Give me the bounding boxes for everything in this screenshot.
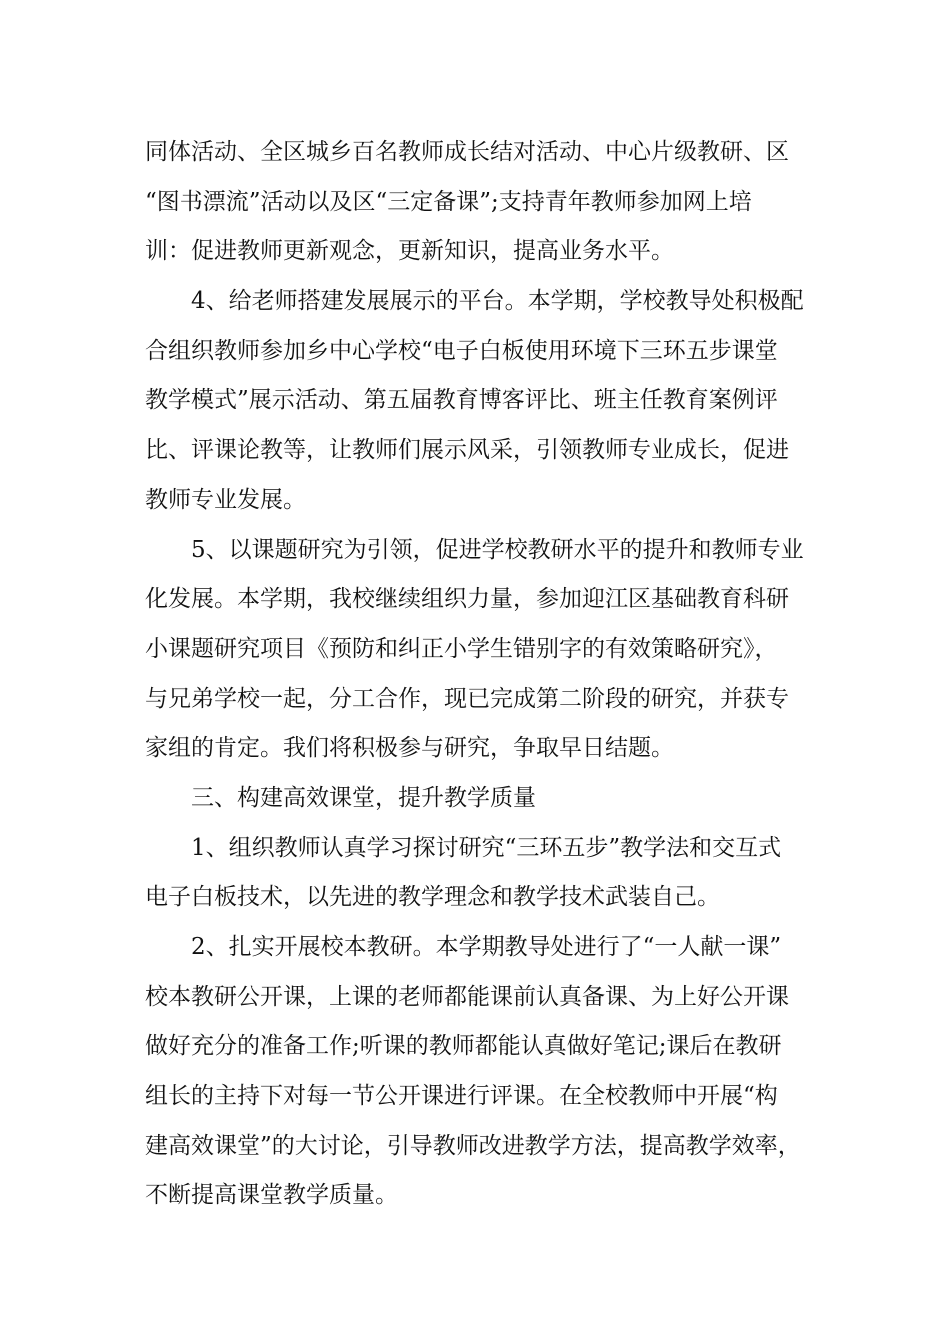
text-line: 家组的肯定。我们将积极参与研究，争取早日结题。 bbox=[145, 735, 674, 762]
text-line: 做好充分的准备工作;听课的教师都能认真做好笔记;课后在教研 bbox=[145, 1033, 782, 1060]
text-line: 4、给老师搭建发展展示的平台。本学期，学校教导处积极配 bbox=[191, 288, 804, 315]
text-line: 与兄弟学校一起，分工合作，现已完成第二阶段的研究，并获专 bbox=[145, 685, 789, 712]
text-line: 5、以课题研究为引领，促进学校教研水平的提升和教师专业 bbox=[191, 536, 804, 563]
text-line: 校本教研公开课，上课的老师都能课前认真备课、为上好公开课 bbox=[145, 983, 789, 1010]
text-line: 小课题研究项目《预防和纠正小学生错别字的有效策略研究》， bbox=[145, 635, 778, 662]
text-line: 同体活动、全区城乡百名教师成长结对活动、中心片级教研、区 bbox=[145, 139, 789, 165]
text-line: 三、构建高效课堂，提升教学质量 bbox=[191, 784, 536, 811]
text-line: 训：促进教师更新观念，更新知识，提高业务水平。 bbox=[145, 238, 674, 265]
text-line: 2、扎实开展校本教研。本学期教导处进行了“一人献一课” bbox=[191, 934, 782, 960]
text-line: “图书漂流”活动以及区“三定备课”;支持青年教师参加网上培 bbox=[145, 188, 752, 215]
text-line: 组长的主持下对每一节公开课进行评课。在全校教师中开展“构 bbox=[145, 1083, 778, 1110]
text-line: 教学模式”展示活动、第五届教育博客评比、班主任教育案例评 bbox=[145, 387, 778, 414]
text-line: 教师专业发展。 bbox=[145, 486, 306, 513]
body-text bbox=[145, 128, 805, 1221]
text-line: 化发展。本学期，我校继续组织力量，参加迎江区基础教育科研 bbox=[145, 586, 789, 613]
text-line: 合组织教师参加乡中心学校“电子白板使用环境下三环五步课堂 bbox=[145, 337, 778, 364]
text-line: 1、组织教师认真学习探讨研究“三环五步”教学法和交互式 bbox=[191, 834, 782, 861]
text-line: 比、评课论教等，让教师们展示风采，引领教师专业成长，促进 bbox=[145, 437, 789, 464]
text-line: 建高效课堂”的大讨论，引导教师改进教学方法，提高教学效率， bbox=[145, 1132, 801, 1159]
text-line: 不断提高课堂教学质量。 bbox=[145, 1182, 398, 1209]
text-line: 电子白板技术，以先进的教学理念和教学技术武装自己。 bbox=[145, 884, 720, 911]
